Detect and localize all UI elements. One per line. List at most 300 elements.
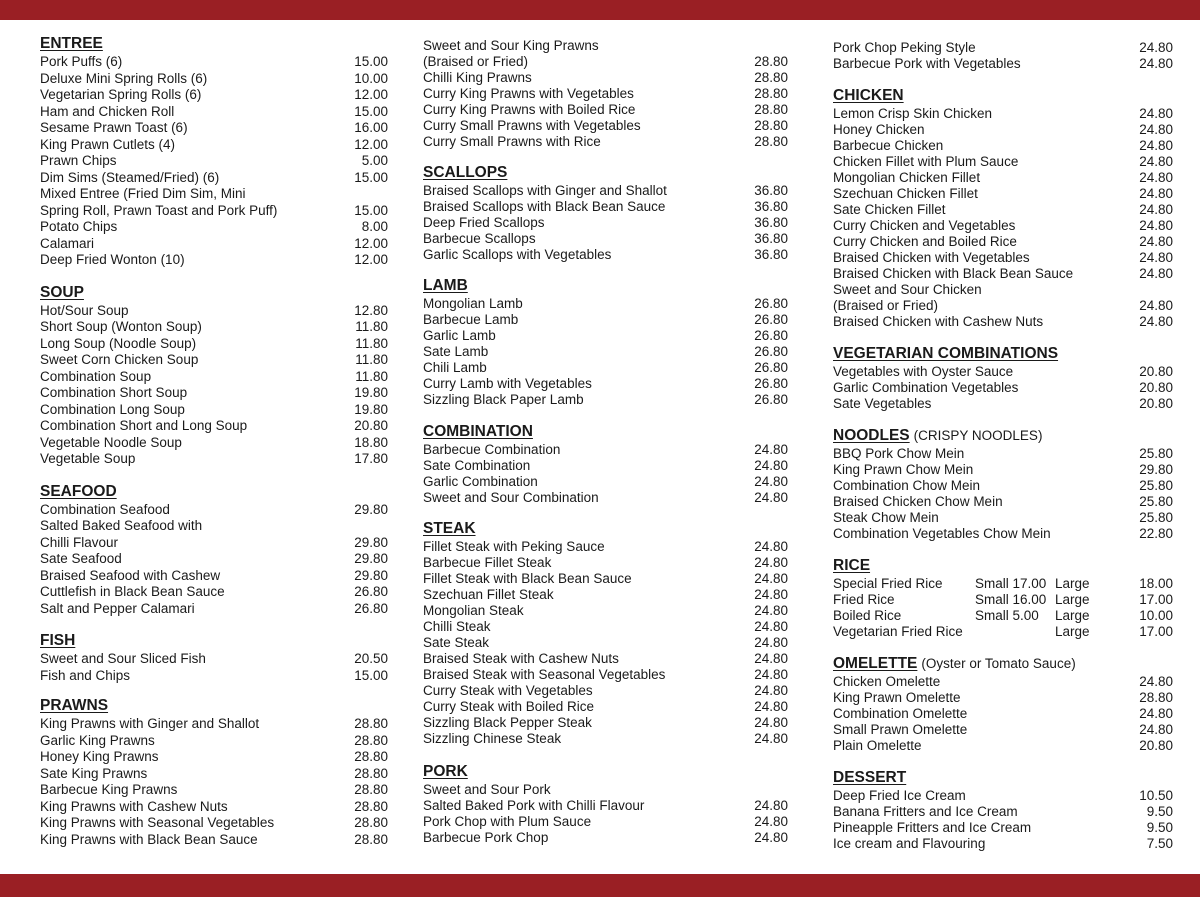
item-name: Combination Chow Mein <box>833 478 981 493</box>
item-price: 24.80 <box>754 814 788 829</box>
item-name: Ham and Chicken Roll <box>40 103 175 119</box>
item-name: Sizzling Chinese Steak <box>423 731 562 746</box>
menu-item <box>40 551 388 568</box>
section-lamb <box>423 276 788 408</box>
item-price: 11.80 <box>355 319 388 334</box>
large-label: Large <box>1055 624 1090 639</box>
item-name: Sate Vegetables <box>833 396 932 411</box>
menu-item <box>833 804 1173 820</box>
item-price: 24.80 <box>754 699 788 714</box>
item-price: 24.80 <box>754 715 788 730</box>
item-name: Combination Soup <box>40 368 152 384</box>
section-heading <box>423 762 788 782</box>
item-price: 25.80 <box>1139 510 1173 525</box>
menu-item <box>423 392 788 408</box>
section-heading <box>833 556 1173 576</box>
item-name: Dim Sims (Steamed/Fried) (6) <box>40 169 220 185</box>
menu-item <box>40 502 388 519</box>
item-name: Combination Short and Long Soup <box>40 418 248 433</box>
menu-item <box>833 462 1173 478</box>
section-heading <box>40 482 388 502</box>
item-name: King Prawns with Cashew Nuts <box>40 798 228 814</box>
menu-item <box>423 247 788 263</box>
item-price: 29.80 <box>354 567 388 583</box>
item-name: Sweet and Sour Chicken <box>833 282 982 297</box>
menu-item <box>423 376 788 392</box>
item-name: Curry Steak with Vegetables <box>423 683 593 698</box>
item-price: 24.80 <box>754 587 788 602</box>
menu-item <box>423 231 788 247</box>
item-name: Deep Fried Scallops <box>423 215 545 230</box>
item-price: 12.00 <box>354 136 388 152</box>
item-name: Curry King Prawns with Vegetables <box>423 86 634 101</box>
item-name: Fillet Steak with Black Bean Sauce <box>423 571 632 586</box>
item-price: 29.80 <box>354 534 388 550</box>
item-price: 26.80 <box>754 376 788 391</box>
menu-item <box>423 312 788 328</box>
item-name: Chili Lamb <box>423 360 487 375</box>
item-name: Mongolian Steak <box>423 603 524 618</box>
section-title: RICE <box>833 557 871 574</box>
menu-item <box>833 298 1173 314</box>
item-name: Mongolian Chicken Fillet <box>833 170 981 185</box>
item-price: 24.80 <box>754 830 788 845</box>
item-name: Braised Scallops with Black Bean Sauce <box>423 199 666 214</box>
section-title: NOODLES <box>833 427 910 444</box>
menu-item <box>40 219 388 236</box>
item-price: 19.80 <box>354 401 388 417</box>
item-price: 26.80 <box>754 312 788 327</box>
menu-item <box>40 236 388 253</box>
item-price: 15.00 <box>354 667 388 683</box>
item-price: 24.80 <box>1139 154 1173 169</box>
item-name: Sate Steak <box>423 635 490 650</box>
item-price: 24.80 <box>754 571 788 586</box>
item-price: 28.80 <box>354 716 388 731</box>
menu-item <box>423 619 788 635</box>
section-title: PRAWNS <box>40 697 109 714</box>
item-price: 20.50 <box>354 651 388 666</box>
item-name: Chicken Fillet with Plum Sauce <box>833 154 1019 169</box>
item-price: 17.00 <box>1139 624 1173 639</box>
item-name: Szechuan Chicken Fillet <box>833 186 978 201</box>
small-price: Small 17.00 <box>975 576 1047 591</box>
item-price: 29.80 <box>1139 462 1173 477</box>
item-name: Mongolian Lamb <box>423 296 523 311</box>
item-name: Salt and Pepper Calamari <box>40 600 195 616</box>
item-price: 26.80 <box>754 328 788 343</box>
item-name: Calamari <box>40 235 95 251</box>
menu-item <box>833 706 1173 722</box>
item-price: 28.80 <box>354 765 388 781</box>
menu-item <box>833 722 1173 738</box>
menu-item <box>833 202 1173 218</box>
item-price: 24.80 <box>1139 234 1173 249</box>
menu-item <box>423 667 788 683</box>
menu-item <box>833 788 1173 804</box>
menu-item <box>40 203 388 220</box>
item-name: Vegetarian Fried Rice <box>833 624 963 639</box>
section-heading <box>423 519 788 539</box>
item-price: 17.80 <box>354 451 388 466</box>
item-name: Sate Combination <box>423 458 531 473</box>
menu-item <box>833 526 1173 542</box>
menu-item <box>40 153 388 170</box>
menu-item <box>40 651 388 668</box>
menu-item <box>833 266 1173 282</box>
item-price: 28.80 <box>354 782 388 797</box>
item-name: Combination Long Soup <box>40 401 185 417</box>
item-name: Braised Chicken with Black Bean Sauce <box>833 266 1074 281</box>
item-name: Fried Rice <box>833 592 895 607</box>
item-price: 5.00 <box>361 153 388 168</box>
section-title: FISH <box>40 632 76 649</box>
item-name: Sizzling Black Paper Lamb <box>423 392 584 407</box>
menu-item <box>423 699 788 715</box>
item-price: 24.80 <box>1139 298 1173 313</box>
item-name: Barbecue Fillet Steak <box>423 555 552 570</box>
item-price: 24.80 <box>754 458 788 473</box>
menu-item <box>423 38 788 54</box>
item-name: Mixed Entree (Fried Dim Sim, Mini <box>40 186 246 201</box>
item-name: Sweet and Sour Sliced Fish <box>40 651 206 666</box>
section-title: DESSERT <box>833 769 907 786</box>
item-name: Curry Chicken and Boiled Rice <box>833 234 1017 249</box>
section-heading <box>833 654 1173 674</box>
menu-item <box>423 328 788 344</box>
item-price: 28.80 <box>354 732 388 748</box>
item-name: Special Fried Rice <box>833 576 943 591</box>
item-name: King Prawn Cutlets (4) <box>40 136 176 152</box>
menu-item <box>40 451 388 468</box>
menu-item <box>833 40 1173 56</box>
menu-item <box>40 186 388 203</box>
item-price: 20.80 <box>1139 738 1173 753</box>
section-dessert <box>833 768 1173 852</box>
item-name: Braised Scallops with Ginger and Shallot <box>423 183 667 198</box>
item-name: Sate Seafood <box>40 551 122 566</box>
item-price: 10.50 <box>1139 788 1173 803</box>
section-title: SOUP <box>40 283 84 301</box>
item-name: (Braised or Fried) <box>423 54 529 69</box>
item-price: 24.80 <box>754 442 788 457</box>
item-name: Szechuan Fillet Steak <box>423 587 554 602</box>
item-name: Vegetable Soup <box>40 451 136 466</box>
item-price: 18.00 <box>1139 576 1173 591</box>
menu-item <box>833 282 1173 298</box>
item-name: BBQ Pork Chow Mein <box>833 446 965 461</box>
menu-item <box>423 118 788 134</box>
section-heading <box>40 34 388 54</box>
item-price: 19.80 <box>354 385 388 400</box>
menu-item <box>40 252 388 269</box>
menu-item <box>423 715 788 731</box>
item-name: Braised Seafood with Cashew <box>40 567 221 583</box>
menu-item <box>423 344 788 360</box>
item-price: 9.50 <box>1146 820 1173 835</box>
item-price: 26.80 <box>354 600 388 616</box>
item-price: 24.80 <box>1139 186 1173 201</box>
item-price: 20.80 <box>1139 396 1173 411</box>
item-name: Pork Chop Peking Style <box>833 40 976 55</box>
item-name: Barbecue Lamb <box>423 312 519 327</box>
menu-item <box>40 54 388 71</box>
section-note: (CRISPY NOODLES) <box>913 428 1043 443</box>
menu-item <box>423 731 788 747</box>
item-name: King Prawn Chow Mein <box>833 462 974 477</box>
menu-item <box>423 183 788 199</box>
item-name: Curry King Prawns with Boiled Rice <box>423 102 636 117</box>
menu-item <box>40 336 388 353</box>
menu-item <box>40 402 388 419</box>
section-rice <box>833 556 1173 640</box>
menu-item <box>40 749 388 766</box>
section-title: LAMB <box>423 277 468 294</box>
item-name: Sate Chicken Fillet <box>833 202 946 217</box>
section-noodles <box>833 426 1173 542</box>
item-name: Deep Fried Ice Cream <box>833 788 966 803</box>
item-name: Sate Lamb <box>423 344 489 359</box>
menu-item <box>833 56 1173 72</box>
item-price: 25.80 <box>1139 478 1173 493</box>
menu-item <box>40 832 388 849</box>
menu-item <box>833 690 1173 706</box>
item-price: 36.80 <box>754 247 788 262</box>
menu-item <box>423 134 788 150</box>
menu-item <box>423 539 788 555</box>
menu-item <box>833 494 1173 510</box>
item-price: 22.80 <box>1139 526 1173 541</box>
item-name: Sate King Prawns <box>40 765 148 781</box>
item-name: Steak Chow Mein <box>833 510 939 525</box>
item-name: Barbecue Chicken <box>833 138 944 153</box>
item-name: Banana Fritters and Ice Cream <box>833 804 1018 819</box>
item-price: 28.80 <box>354 798 388 814</box>
item-name: King Prawns with Ginger and Shallot <box>40 716 260 731</box>
menu-item <box>423 782 788 798</box>
menu-item <box>40 716 388 733</box>
menu-item <box>423 70 788 86</box>
item-price: 11.80 <box>355 368 388 384</box>
menu-item <box>833 738 1173 754</box>
item-price: 24.80 <box>1139 106 1173 121</box>
menu-item <box>423 814 788 830</box>
item-name: Ice cream and Flavouring <box>833 836 986 851</box>
menu-item <box>833 624 1173 640</box>
item-price: 12.00 <box>354 87 388 102</box>
section-title: VEGETARIAN COMBINATIONS <box>833 345 1059 362</box>
menu-item <box>40 815 388 832</box>
item-name: Sweet and Sour Combination <box>423 490 599 505</box>
menu-item <box>423 360 788 376</box>
item-name: Barbecue Pork with Vegetables <box>833 56 1021 71</box>
item-name: Combination Omelette <box>833 706 968 721</box>
section-steak <box>423 519 788 747</box>
menu-item <box>423 555 788 571</box>
section-title: SCALLOPS <box>423 164 508 181</box>
item-price: 28.80 <box>754 118 788 133</box>
small-price <box>975 624 1055 640</box>
item-price: 29.80 <box>354 501 388 517</box>
item-name: Garlic Scallops with Vegetables <box>423 247 612 262</box>
menu-item <box>40 170 388 187</box>
item-price: 36.80 <box>754 231 788 246</box>
small-price: Small 5.00 <box>975 608 1039 623</box>
item-name: Combination Short Soup <box>40 385 188 400</box>
menu-item <box>40 668 388 685</box>
menu-item <box>833 218 1173 234</box>
section-title: COMBINATION <box>423 423 533 440</box>
menu-item <box>40 303 388 320</box>
section-fish <box>40 631 388 684</box>
menu-item <box>833 396 1173 412</box>
section-note: (Oyster or Tomato Sauce) <box>921 656 1076 671</box>
section-chicken <box>833 86 1173 330</box>
item-price: 29.80 <box>354 551 388 566</box>
menu-item <box>40 799 388 816</box>
section-scallops <box>423 163 788 263</box>
item-name: Curry Small Prawns with Vegetables <box>423 118 641 133</box>
menu-item <box>833 250 1173 266</box>
section-soup <box>40 283 388 468</box>
section-heading <box>833 344 1173 364</box>
item-price: 28.80 <box>354 831 388 847</box>
menu-item <box>833 234 1173 250</box>
menu-item <box>423 102 788 118</box>
item-price: 24.80 <box>1139 138 1173 153</box>
section-title: PORK <box>423 763 468 780</box>
item-price: 24.80 <box>1139 170 1173 185</box>
item-name: Honey Chicken <box>833 122 925 137</box>
menu-item <box>833 446 1173 462</box>
item-name: Sesame Prawn Toast (6) <box>40 120 188 135</box>
menu-item <box>40 352 388 369</box>
item-name: Fish and Chips <box>40 667 131 683</box>
item-price: 24.80 <box>754 490 788 505</box>
menu-item <box>833 122 1173 138</box>
menu-item <box>40 568 388 585</box>
item-price: 24.80 <box>1139 314 1173 329</box>
menu-item <box>40 385 388 402</box>
item-name: Chilli Steak <box>423 619 491 634</box>
item-price: 24.80 <box>754 635 788 650</box>
item-name: King Prawn Omelette <box>833 690 961 705</box>
item-price: 12.80 <box>354 302 388 318</box>
item-price: 11.80 <box>355 352 388 367</box>
menu-item <box>40 319 388 336</box>
item-price: 15.00 <box>354 202 388 218</box>
item-price: 28.80 <box>754 86 788 101</box>
section-title: CHICKEN <box>833 87 904 104</box>
section-heading <box>40 283 388 303</box>
menu-item <box>833 106 1173 122</box>
menu-item <box>423 651 788 667</box>
menu-item <box>40 535 388 552</box>
menu-item <box>423 635 788 651</box>
item-price: 24.80 <box>754 474 788 489</box>
menu-item <box>423 571 788 587</box>
menu-item <box>833 836 1173 852</box>
item-name: Curry Small Prawns with Rice <box>423 134 601 149</box>
item-name: Chilli Flavour <box>40 534 119 550</box>
item-price: 15.00 <box>354 103 388 119</box>
section-title: SEAFOOD <box>40 482 117 500</box>
menu-item <box>40 766 388 783</box>
section-heading <box>423 276 788 296</box>
item-price: 20.80 <box>1139 364 1173 379</box>
item-name: Vegetable Noodle Soup <box>40 434 182 450</box>
menu-item <box>40 120 388 137</box>
item-price: 24.80 <box>1139 40 1173 55</box>
item-name: Spring Roll, Prawn Toast and Pork Puff) <box>40 202 278 218</box>
item-price: 28.80 <box>354 749 388 764</box>
item-price: 24.80 <box>754 651 788 666</box>
item-price: 9.50 <box>1146 804 1173 819</box>
section-heading <box>423 163 788 183</box>
small-price: Small 16.00 <box>975 592 1047 607</box>
item-name: Lemon Crisp Skin Chicken <box>833 106 993 121</box>
section-heading <box>833 426 1173 446</box>
item-name: Short Soup (Wonton Soup) <box>40 319 202 334</box>
item-name: Braised Steak with Seasonal Vegetables <box>423 667 666 682</box>
section-title: OMELETTE <box>833 655 918 672</box>
item-price: 24.80 <box>1139 202 1173 217</box>
item-price: 28.80 <box>1139 690 1173 705</box>
menu-column-3 <box>833 40 1173 852</box>
item-name: Potato Chips <box>40 219 118 234</box>
item-name: Long Soup (Noodle Soup) <box>40 335 197 351</box>
item-price: 10.00 <box>354 70 388 86</box>
item-price: 24.80 <box>754 683 788 698</box>
bottom-band <box>0 874 1200 897</box>
item-price: 15.00 <box>354 169 388 185</box>
section-prawns <box>40 696 388 848</box>
item-name: Combination Seafood <box>40 501 170 517</box>
item-name: Deluxe Mini Spring Rolls (6) <box>40 70 208 86</box>
item-price: 24.80 <box>754 619 788 634</box>
menu-item <box>423 199 788 215</box>
item-price: 28.80 <box>754 54 788 69</box>
section-heading <box>40 696 388 716</box>
item-name: Vegetarian Spring Rolls (6) <box>40 87 202 102</box>
item-price: 24.80 <box>1139 250 1173 265</box>
item-name: Braised Chicken with Vegetables <box>833 250 1030 265</box>
item-name: King Prawns with Black Bean Sauce <box>40 831 258 847</box>
top-band <box>0 0 1200 20</box>
item-price: 24.80 <box>1139 706 1173 721</box>
item-name: Small Prawn Omelette <box>833 722 968 737</box>
menu-item <box>40 104 388 121</box>
item-price: 24.80 <box>1139 122 1173 137</box>
item-price: 36.80 <box>754 215 788 230</box>
item-name: Sweet Corn Chicken Soup <box>40 352 199 367</box>
menu-item <box>40 87 388 104</box>
item-name: Braised Steak with Cashew Nuts <box>423 651 619 666</box>
item-name: Salted Baked Pork with Chilli Flavour <box>423 798 645 813</box>
item-price: 24.80 <box>754 667 788 682</box>
item-name: Vegetables with Oyster Sauce <box>833 364 1014 379</box>
item-name: Braised Chicken Chow Mein <box>833 494 1003 509</box>
menu-item <box>40 518 388 535</box>
item-name: Chicken Omelette <box>833 674 941 689</box>
item-price: 24.80 <box>1139 722 1173 737</box>
item-name: Garlic King Prawns <box>40 732 155 748</box>
section-title: ENTREE <box>40 35 103 52</box>
section-heading <box>423 422 788 442</box>
item-price: 26.80 <box>754 360 788 375</box>
menu-item <box>833 510 1173 526</box>
menu-item <box>40 733 388 750</box>
